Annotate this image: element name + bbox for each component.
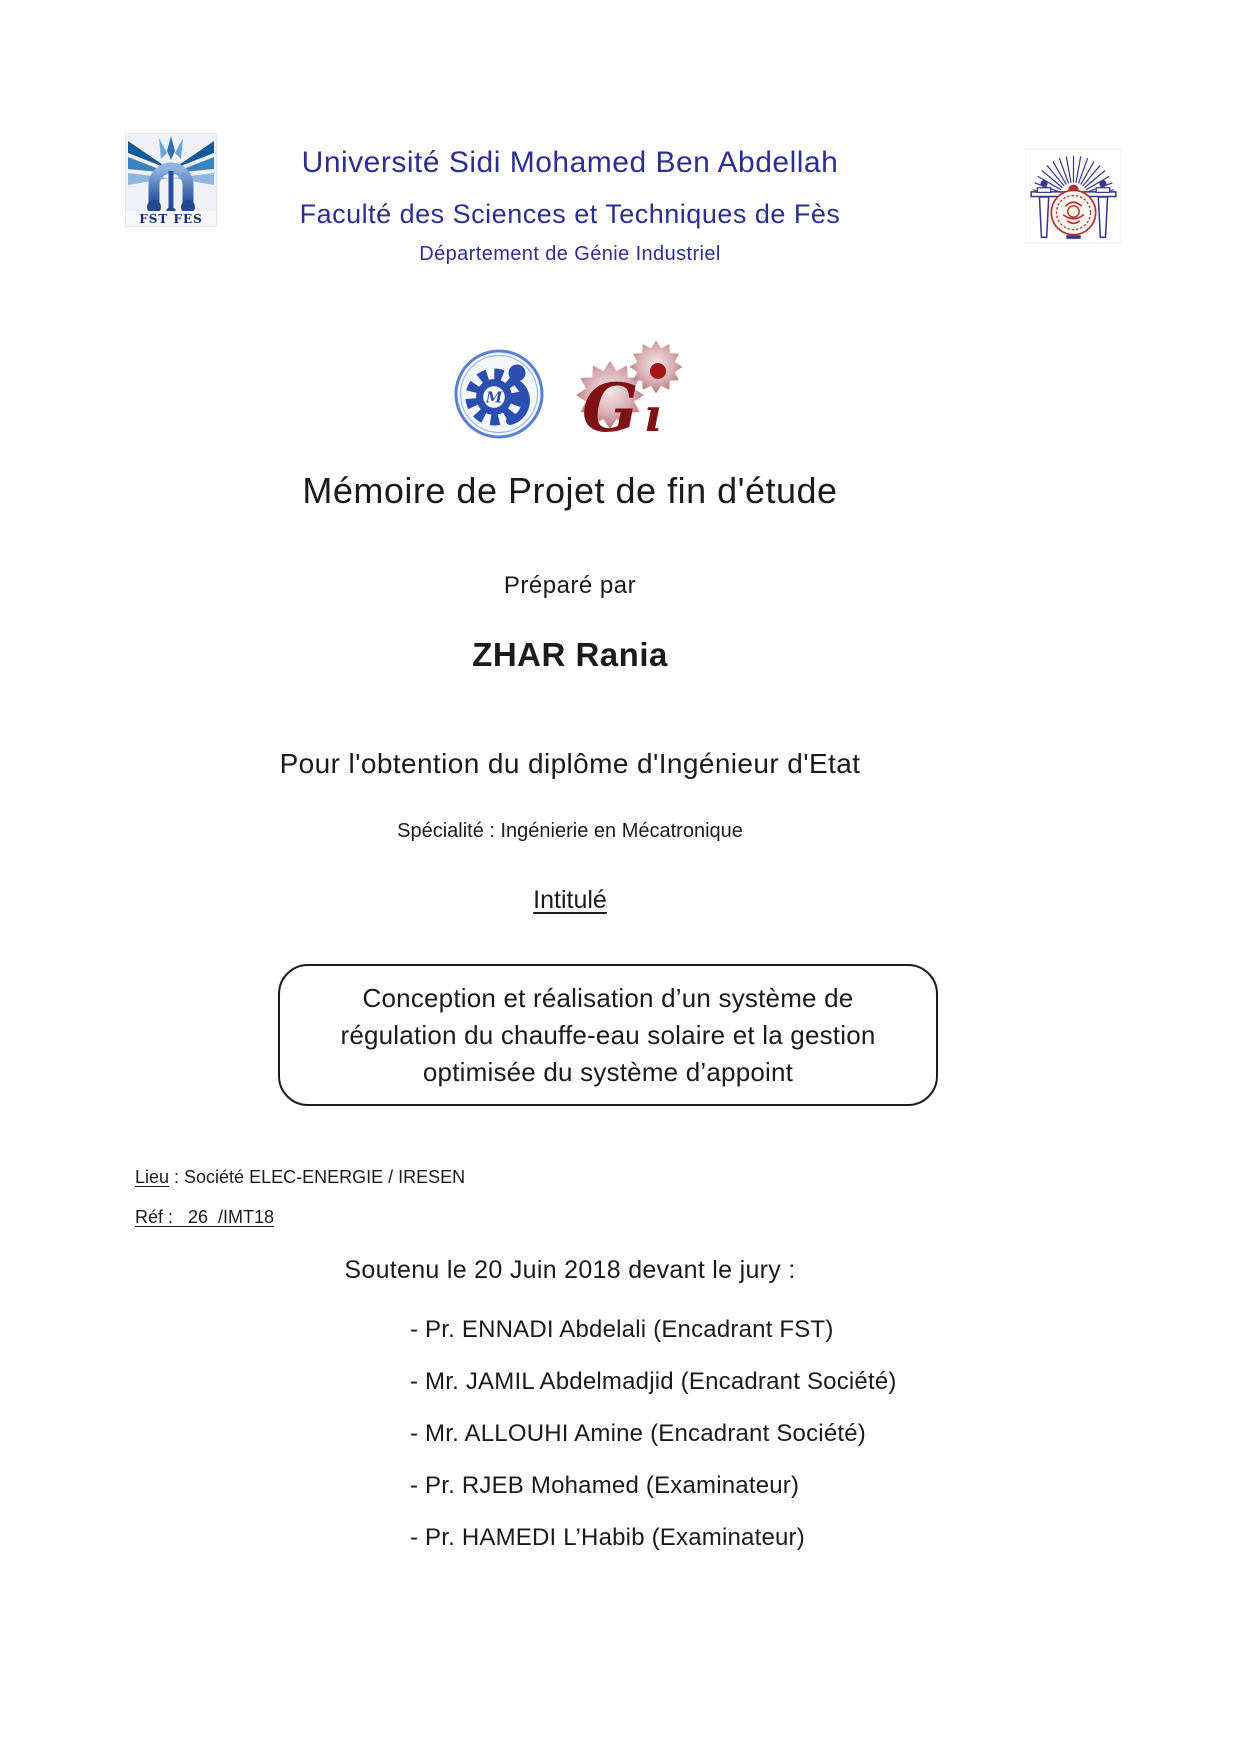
jury-member: - Mr. ALLOUHI Amine (Encadrant Société)	[410, 1420, 866, 1447]
jury-member: - Pr. RJEB Mohamed (Examinateur)	[410, 1472, 800, 1499]
location-label: Lieu	[135, 1167, 170, 1187]
gi-letter-i: ı	[644, 388, 662, 442]
degree-line: Pour l'obtention du diplôme d'Ingénieur d'Etat	[279, 748, 861, 779]
faculty-name: Faculté des Sciences et Techniques de Fès	[299, 199, 841, 229]
author-name: ZHAR Rania	[472, 636, 668, 673]
gear-m-logo-image	[453, 348, 545, 440]
gi-i-dot-icon	[650, 363, 666, 379]
location-line	[135, 1167, 465, 1188]
defense-intro: Soutenu le 20 Juin 2018 devant le jury :	[344, 1256, 796, 1284]
genie-industriel-logo	[570, 331, 684, 445]
thesis-title-line-3: optimisée du système d’appoint	[422, 1056, 794, 1087]
department-name: Département de Génie Industriel	[419, 243, 721, 265]
thesis-title-line-2: régulation du chauffe-eau solaire et la gestion	[340, 1019, 876, 1050]
prepared-by-label: Préparé par	[503, 572, 637, 599]
document-type-title: Mémoire de Projet de fin d'étude	[302, 470, 838, 511]
fst-logo-caption: FST FES	[139, 212, 203, 226]
thesis-title-box	[278, 964, 938, 1106]
gear-logo-letter: M	[485, 388, 503, 407]
specialty-line: Spécialité : Ingénierie en Mécatronique	[397, 820, 743, 842]
thesis-title-line-1: Conception et réalisation d’un système de	[362, 982, 854, 1013]
title-section-label: Intitulé	[533, 886, 607, 914]
location-value: : Société ELEC-ENERGIE / IRESEN	[169, 1167, 466, 1187]
mechatronics-gear-logo	[453, 348, 545, 440]
jury-member: - Pr. HAMEDI L’Habib (Examinateur)	[410, 1524, 805, 1551]
reference-line: Réf : 26 /IMT18	[135, 1207, 275, 1227]
i-dot-icon	[509, 365, 526, 382]
university-name: Université Sidi Mohamed Ben Abdellah	[301, 146, 839, 179]
jury-member: - Mr. JAMIL Abdelmadjid (Encadrant Société)	[410, 1368, 897, 1395]
gi-logo-image	[570, 331, 684, 445]
gi-letter-g: G	[582, 369, 639, 445]
jury-member: - Pr. ENNADI Abdelali (Encadrant FST)	[410, 1316, 834, 1343]
